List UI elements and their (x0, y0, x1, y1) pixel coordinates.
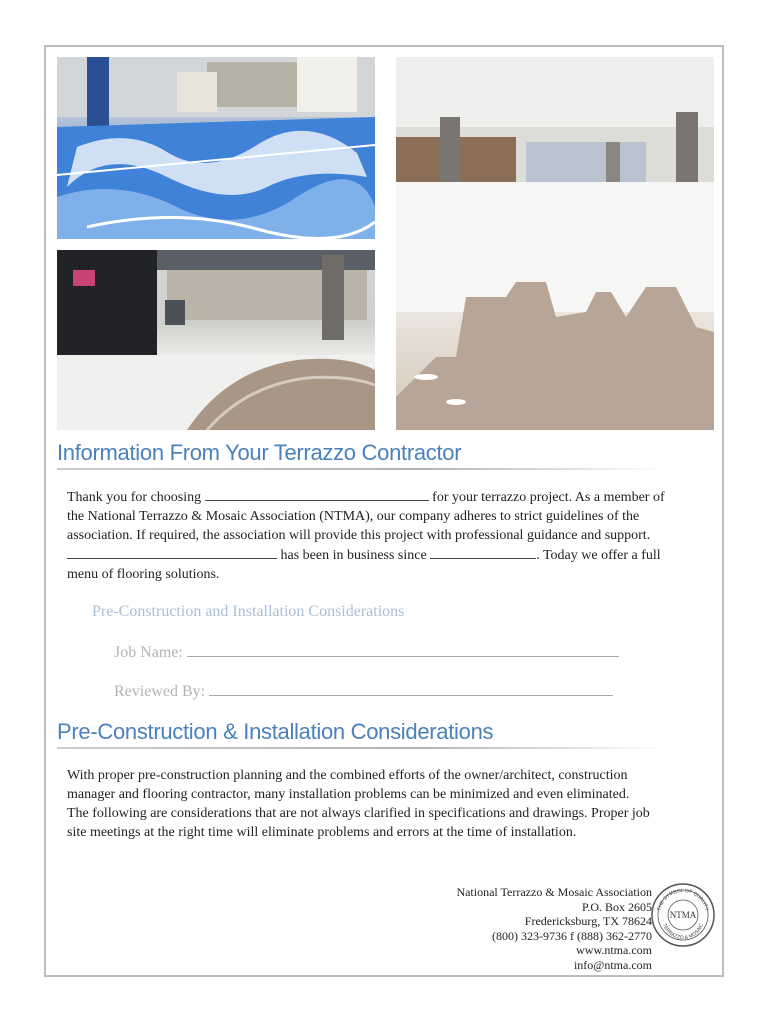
considerations-line-3: The following are considerations that are not always clarified in specifications and drawings. Proper job (67, 806, 650, 821)
considerations-line-1: With proper pre-construction planning and the combined efforts of the owner/architect, construction (67, 768, 628, 783)
considerations-line-2: manager and flooring contractor, many installation problems can be minimized and even eliminated. (67, 787, 630, 802)
intro-paragraph (67, 487, 707, 584)
intro-line-2: the National Terrazzo & Mosaic Association (NTMA), our company adheres to strict guidelines of the (67, 509, 640, 524)
terrazzo-concourse-photo-skyline (396, 57, 714, 430)
ntma-address (456, 885, 652, 972)
job-name-input[interactable] (187, 642, 619, 657)
terrazzo-skyline-illustration (396, 57, 714, 430)
considerations-paragraph (67, 766, 707, 842)
heading-rule (57, 468, 667, 470)
seal-bottom-text: TERRAZZO & MOSAIC (661, 922, 705, 942)
contractor-name-blank[interactable] (205, 487, 429, 501)
form-subheading: Pre-Construction and Installation Considerations (92, 603, 405, 620)
section-heading-contractor-info: Information From Your Terrazzo Contractor (57, 440, 462, 465)
terrazzo-floor-illustration-blue (57, 57, 375, 239)
phone-fax: (800) 323-9736 f (888) 362-2770 (492, 928, 652, 943)
ntma-seal-logo (650, 882, 716, 948)
intro-line-1 (67, 487, 707, 507)
seal-center-text: NTMA (669, 910, 697, 920)
intro-text: Thank you for choosing (67, 490, 202, 505)
heading-rule (57, 747, 667, 749)
company-name-blank[interactable] (67, 545, 277, 559)
po-box: P.O. Box 2605 (581, 899, 652, 914)
terrazzo-floor-photo-blue (57, 57, 375, 239)
intro-line-3: association. If required, the association will provide this project with professional guidance and support. (67, 528, 651, 543)
job-name-label: Job Name: (114, 644, 183, 661)
org-name: National Terrazzo & Mosaic Association (456, 885, 652, 899)
job-name-field (114, 642, 619, 662)
intro-text: for your terrazzo project. As a member of (432, 490, 665, 505)
reviewed-by-input[interactable] (209, 681, 613, 696)
intro-line-5: menu of flooring solutions. (67, 567, 220, 582)
intro-text: has been in business since (280, 548, 427, 563)
terrazzo-corridor-photo (57, 250, 375, 430)
email-link[interactable]: info@ntma.com (573, 957, 652, 972)
terrazzo-corridor-illustration (57, 250, 375, 430)
intro-line-4 (67, 545, 707, 565)
website-link[interactable]: www.ntma.com (576, 943, 652, 957)
reviewed-by-field (114, 681, 613, 701)
city-state-zip: Fredericksburg, TX 78624 (524, 914, 652, 928)
year-established-blank[interactable] (430, 545, 536, 559)
seal-top-text: THE SYMBOL OF QUALITY (656, 887, 710, 912)
reviewed-by-label: Reviewed By: (114, 683, 206, 700)
considerations-line-4: site meetings at the right time will eliminate problems and errors at the time of installation. (67, 825, 577, 840)
intro-text: . Today we offer a full (536, 548, 661, 563)
section-heading-preconstruction: Pre-Construction & Installation Considerations (57, 719, 494, 744)
